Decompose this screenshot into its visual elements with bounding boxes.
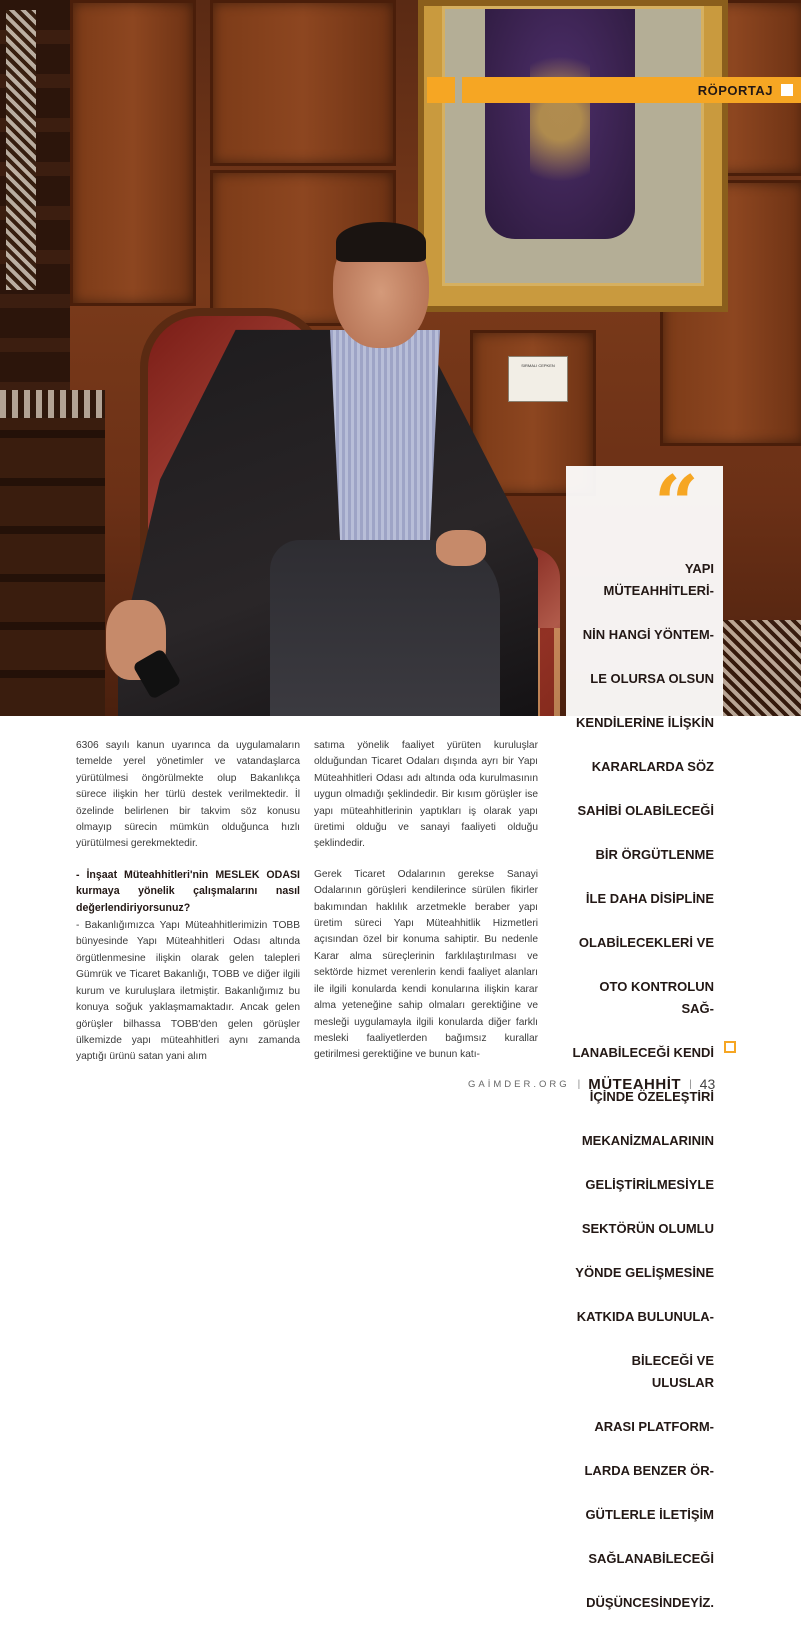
- paragraph: - Bakanlığımızca Yapı Müteahhitlerimizin TOBB bünyesinde Yapı Müteahhitleri Odası altında örgütlenmesine ilişkin olarak gelen talepleri Gümrük ve Ticaret Bakanlığı, TOBB ve diğer ilgili kurum ve kuruluşlara iletmiştir. Bakanlığımız bu konuya soğuk yaklaşmamaktadır. Ancak gelen görüşler bilhassa TOBB'den gelen görüşler ülkemizde yapı müteahhitleri aynı zamanda yaptığı ürünü satan yani alım: [76, 920, 300, 1063]
- quote-line: KARARLARDA SÖZ: [591, 759, 714, 774]
- quote-line: BİLECEĞİ VE ULUSLAR: [631, 1353, 714, 1390]
- quote-line: OTO KONTROLUN SAĞ-: [599, 979, 714, 1016]
- quote-line: SEKTÖRÜN OLUMLU: [581, 1221, 714, 1236]
- inlaid-side-table: [0, 390, 105, 716]
- section-tag: [462, 77, 801, 103]
- section-tag-label: RÖPORTAJ: [697, 82, 773, 98]
- quote-end-square-icon: [724, 1041, 736, 1053]
- page-number: 43: [699, 1076, 716, 1092]
- quote-line: İÇİNDE ÖZELEŞTİRİ: [589, 1089, 714, 1104]
- quote-line: SAĞLANABİLECEĞİ: [588, 1551, 714, 1566]
- quote-line: ARASI PLATFORM-: [594, 1419, 714, 1434]
- quote-line: KATKIDA BULUNULA-: [576, 1309, 714, 1324]
- embroidered-vest: [485, 9, 635, 239]
- plaque-label: SIRMALI CEPKEN: [521, 363, 555, 368]
- quote-line: LE OLURSA OLSUN: [590, 671, 714, 686]
- quote-line: KENDİLERİNE İLİŞKİN: [576, 715, 714, 730]
- quote-line: YÖNDE GELİŞMESİNE: [575, 1265, 714, 1280]
- wood-panel: [70, 0, 196, 306]
- quote-line: SAHİBİ OLABİLECEĞİ: [577, 803, 714, 818]
- framed-vest: [418, 0, 728, 312]
- quote-line: İLE DAHA DİSİPLİNE: [585, 891, 714, 906]
- person-hand: [436, 530, 486, 566]
- article-column-2: [314, 738, 538, 1078]
- wood-panel: [210, 0, 396, 166]
- page-footer: [468, 1074, 715, 1094]
- quote-line: LANABİLECEĞİ KENDİ: [572, 1045, 714, 1060]
- square-icon: [781, 84, 793, 96]
- quote-line: YAPI MÜTEAHHİTLERİ-: [603, 561, 714, 598]
- interview-question: - İnşaat Müteahhitleri'nin MESLEK ODASI kurmaya yönelik çalışmalarını nasıl değerlendiriyorsunuz?: [76, 868, 300, 914]
- article-column-1: [76, 738, 300, 1080]
- quote-line: DÜŞÜNCESİNDEYİZ.: [586, 1595, 714, 1610]
- footer-separator: |: [577, 1078, 581, 1090]
- quote-line: GELİŞTİRİLMESİYLE: [585, 1177, 714, 1192]
- person-shirt: [330, 330, 440, 560]
- quote-line: NİN HANGİ YÖNTEM-: [582, 627, 714, 642]
- footer-website: GAİMDER.ORG: [468, 1078, 570, 1090]
- quote-line: LARDA BENZER ÖR-: [584, 1463, 714, 1478]
- footer-separator: |: [689, 1078, 692, 1090]
- paragraph: Gerek Ticaret Odalarının gerekse Sanayi Odalarının görüşleri kendilerince sürülen fikirler bakımından haklılık arzetmekle beraber yapı üretim süreci Yapı Müteahhitlik Hizmetleri açısından özel bir konuma sahiptir. Bu nedenle Karar alma süreçlerinin farklılaştırılması ve sektörde hizmet verenlerin kendi faaliyet alanları ile ilgili konularda kendi konularına ilişkin karar alma yeteneğine sahip olmaları gerektiğine ve mesleği uygulamayla ilgili konularda diğer farklı mesleki faaliyetlerden bağımsız kurallar getirilmesi gerektiğine ve bunun katı-: [314, 868, 538, 1061]
- quote-mark-icon: “: [654, 459, 699, 550]
- quote-line: GÜTLERLE İLETİŞİM: [585, 1507, 714, 1522]
- inlaid-table: [722, 620, 801, 716]
- person-hair: [336, 222, 426, 262]
- quote-line: MEKANİZMALARININ: [581, 1133, 714, 1148]
- quote-line: BİR ÖRGÜTLENME: [595, 847, 714, 862]
- paragraph: satıma yönelik faaliyet yürüten kuruluşlar olduğundan Ticaret Odaları dışında ayrı bir Yapı Müteahhitleri Odası adı altında oda kurulmasının uygun olmadığı şeklindedir. Bir kısım görüşler ise yapı müteahhitlerinin yaptıkları iş olarak yapı üretimi olduğu ve sanayi faaliyeti olduğu şeklindedir.: [314, 740, 538, 850]
- paragraph: 6306 sayılı kanun uyarınca da uygulamaların temelde yerel yönetimler ve vatandaşlarca yürütülmesi öngörülmekte olup Bakanlıkça sürece ilişkin her türlü destek verilmektedir. İl özelinde belirlenen bir takvim söz konusu olmayıp sürecin mümkün olduğunca hızlı yürütülmesi gerekmektedir.: [76, 740, 300, 850]
- person-legs: [270, 540, 500, 716]
- quote-line: OLABİLECEKLERİ VE: [578, 935, 714, 950]
- footer-magazine-name: MÜTEAHHİT: [588, 1075, 682, 1093]
- section-tag-accent: [427, 77, 455, 103]
